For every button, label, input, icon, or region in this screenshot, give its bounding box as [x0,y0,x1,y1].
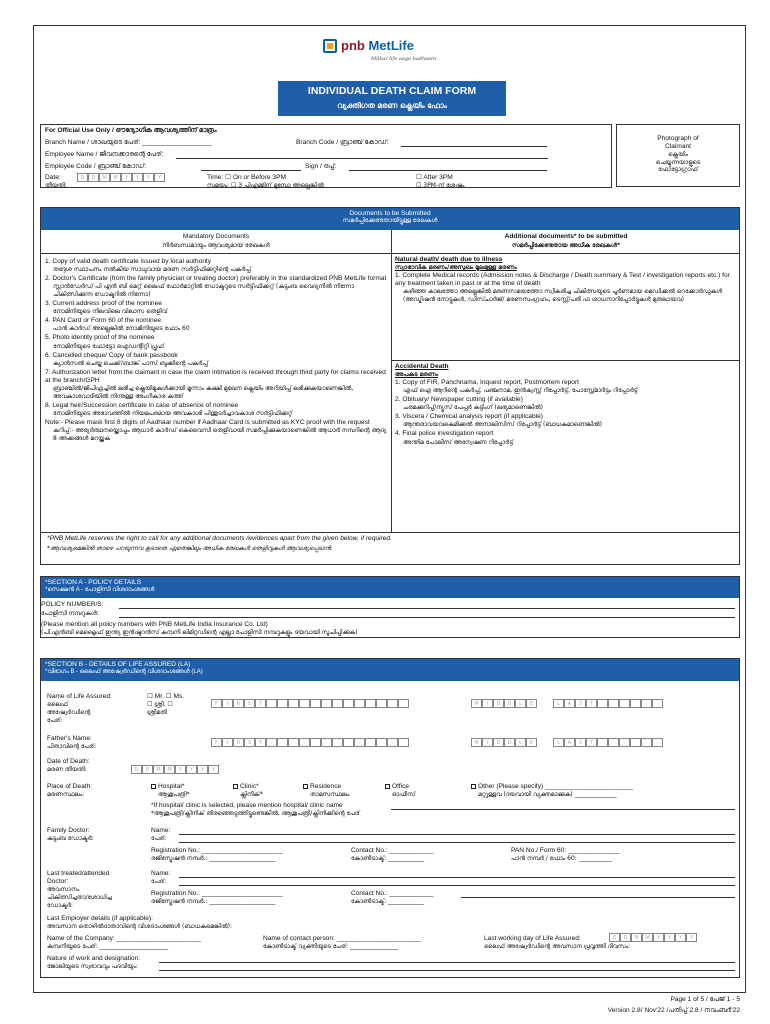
input-cell[interactable]: E [526,738,537,747]
fd-name-field[interactable] [179,834,735,835]
official-date-cells[interactable] [77,173,165,182]
section-b-header [41,659,739,681]
input-cell[interactable] [277,738,288,747]
page-number: Page 1 of 5 / പേജ് 1 - 5 [670,996,740,1003]
pod-clinic-ml: ക്ലിനിക്* [240,791,263,798]
input-cell[interactable]: L [515,738,526,747]
hospital-note: *If hospital/ clinic is selected, please mention hospital/ clinic name [151,802,343,809]
ld-contact[interactable]: Contact No.: ____________ [351,890,434,897]
input-cell[interactable] [332,738,343,747]
input-cell[interactable]: Y [197,765,208,774]
document-item [45,369,387,400]
policy-number-field[interactable] [119,608,735,609]
father-name-label: Father's Name: [47,735,92,742]
fd-name-label-ml: പേര്: [151,835,167,842]
input-cell[interactable]: D [620,933,631,942]
section-a-header [41,577,739,598]
document-item-en: 3. Current address proof of the nominee [45,299,162,307]
date-label-ml: തീയതി: [45,182,67,189]
document-item-en: 5. Photo identity proof of the nominee [45,334,155,342]
input-cell[interactable]: D [88,173,99,182]
input-cell[interactable]: M [471,699,482,708]
pnb-metlife-logo [323,38,414,54]
nature-of-work-field[interactable] [159,962,735,963]
policy-number-label-ml: പോളിസി നമ്പറുകൾ: [41,610,99,617]
input-cell[interactable]: M [99,173,110,182]
section-b-title-ml: *വിഭാഗം B - ലൈഫ് അഷ്വേർഡിന്റെ വിശദാംശങ്ങൾ (LA) [45,669,203,676]
document-item [395,396,735,412]
policy-note: (Please mention all policy numbers with PNB MetLife India Insurance Co. Ltd) [41,621,268,628]
ld-reg[interactable]: Registration No.: ______________________ [151,890,283,897]
natural-death-block [395,256,735,305]
input-cell[interactable] [387,738,398,747]
input-cell[interactable]: S [575,699,586,708]
hospital-note-ml: *ആശുപത്രി/ക്ലിനിക് തിരഞ്ഞെടുത്തിട്ടുണ്ടെങ്കിൽ, ആശുപത്രി/ക്ലിനിക്കിന്റെ പേര് [151,810,360,817]
input-cell[interactable]: M [471,738,482,747]
last-doctor-label-1: Last treated/attended [47,870,110,877]
la-last-name-cells[interactable] [553,699,663,708]
pod-hospital-ml: ആശുപത്രി* [158,791,190,798]
father-first-name-cells[interactable] [211,738,409,747]
document-item-en: 8. Legal heir/Succession certificate in case of absence of nominee [45,401,239,409]
input-cell[interactable]: I [482,699,493,708]
input-cell[interactable]: E [526,699,537,708]
form-title: INDIVIDUAL DEATH CLAIM FORM [307,85,477,97]
additional-divider [391,360,739,361]
input-cell[interactable] [343,738,354,747]
document-item [45,352,387,368]
dod-cells[interactable] [131,765,219,774]
section-a-title-ml: *സെക്ഷൻ A - പോളിസി വിശദാംശങ്ങൾ [45,587,155,594]
input-cell[interactable] [354,738,365,747]
document-item-en: 1. Copy of FIR, Panchnama, Inquest report, Postmortem report [395,378,579,386]
input-cell[interactable]: D [131,765,142,774]
input-cell[interactable]: Y [675,933,686,942]
last-doctor-label-2: Doctor: [47,878,69,885]
photo-label-5: ഫോട്ടോഗ്രാഫ് [658,166,698,174]
photo-label-1: Photograph of [657,135,699,142]
company-name-ml: കമ്പനിയുടെ പേര്: _______________________ [47,943,169,950]
input-cell[interactable] [597,738,608,747]
documents-section [40,207,740,565]
pod-other[interactable]: Other (Please specify) ________________________ [471,783,633,791]
documents-footnote-ml: *ആവശ്യമെങ്കിൽ താഴെ പറയുന്നവ കൂടാതെ ഏതെങ്കിലും അധിക രേഖകൾ തെളിവുകൾ ആവശ്യപ്പെടാൻ. [47,545,333,552]
section-a-title: *SECTION A - POLICY DETAILS [45,579,142,586]
time-after-3pm[interactable]: ☐ After 3PM [416,174,453,181]
input-cell[interactable] [630,699,641,708]
input-cell[interactable] [641,738,652,747]
document-item-en: 4. PAN Card or Form 60 of the nominee [45,317,162,325]
documents-header [41,208,739,230]
fd-contact[interactable]: Contact No.: ____________ [351,847,434,854]
fd-pan[interactable]: PAN No./ Form 60: ______________ [511,847,620,854]
input-cell[interactable] [343,699,354,708]
document-item [45,300,387,316]
contact-person[interactable]: Name of contact person: _______________________ [263,935,422,942]
time-before-3pm[interactable]: Time: ☐ On or Before 3PM [207,174,286,181]
document-item [45,317,387,333]
document-item-en: 2. Doctor's Certificate (from the family physician or treating doctor) preferably in the standardized PNB MetLife format [45,275,387,283]
logo-tagline: Milkar life aage badhaein [371,56,436,62]
pod-office[interactable]: Office [385,783,409,791]
input-cell[interactable]: Y [154,173,165,182]
la-name-ml1: ലൈഫ് [47,701,68,708]
document-item-en: 2. Obituary/ Newspaper cutting (if available) [395,395,523,403]
input-cell[interactable] [376,699,387,708]
document-item [395,430,735,446]
ld-name-label: Name: [151,870,171,877]
father-middle-name-cells[interactable] [471,738,537,747]
last-doctor-ml-1: അവസാനം [47,886,80,893]
document-item-ml: തദ്ദേശ സ്ഥാപനം നൽകിയ സാധുവായ മരണ സർട്ടിഫിക്കറ്റിന്റെ പകർപ്പ് [53,266,251,274]
document-item-ml: ആന്തരാവയവകെമിക്കൽ അനാലിസിസ് റിപ്പോർട്ട് (ബാധകമാണെങ്കിൽ) [403,421,602,429]
document-item [395,272,735,303]
input-cell[interactable]: I [222,699,233,708]
input-cell[interactable]: T [586,699,597,708]
la-name-ml3: പേര്: [47,717,63,724]
sign-label: Sign / ഒപ്പ്: [305,163,337,170]
family-doctor-label: Family Doctor: [47,827,90,834]
documents-footnote: *PNB MetLife reserves the right to call for any additional documents /evidences apart from the given below, if required. [47,535,392,542]
document-item-en: 7. Authorization letter from the claimant in case the claim intimation is received through third party for claims received at the branch/GPH [45,368,386,385]
policy-note-ml: (പി.എൻബി മെറ്റ്ലൈഫ് ഇന്ത്യ ഇൻഷുറൻസ് കമ്പനി ലിമിറ്റഡിന്റെ എല്ലാ പോളിസി നമ്പറുകളും ദയവായി സൂചിപ്പിക്കുക) [41,629,358,636]
employee-code-field[interactable] [201,170,301,171]
input-cell[interactable]: T [586,738,597,747]
sign-field[interactable] [349,170,547,171]
document-item-en: 4. Final police investigation report [395,430,494,438]
official-use-box [40,124,612,188]
input-cell[interactable]: R [233,699,244,708]
title-mr-ms-ml: ☐ ശ്രീ. ☐ [147,701,173,708]
time-after-3pm-ml: ☐ 3PM-ന് ശേഷം [416,182,465,189]
input-cell[interactable]: D [609,933,620,942]
document-item-ml: കുറിപ്പ്:- അഭ്യർത്ഥനയ്ക്കൊപ്പം ആധാർ കാർഡ് കെവൈസി തെളിവായി സമർപ്പിക്കുകയാണെങ്കിൽ ആധാർ നമ്പറിന്റെ ആദ്യ 8 അക്കങ്ങൾ മറയ്ക്കുക [53,427,387,442]
nature-of-work-field-2[interactable] [159,970,735,971]
input-cell[interactable] [630,738,641,747]
ld-name-field[interactable] [179,877,735,878]
document-item-ml: നോമിനിയുടെ ഫോട്ടോ ഐഡന്റിറ്റി പ്രൂഫ് [53,342,164,350]
document-item [45,275,387,298]
documents-title-ml: സമർപ്പിക്കേണ്ടതായിട്ടുള്ള രേഖകൾ [342,218,438,225]
input-cell[interactable]: Y [186,765,197,774]
input-cell[interactable]: S [244,738,255,747]
input-cell[interactable]: R [233,738,244,747]
nature-of-work-label-ml: ജോലിയുടെ സ്വഭാവവും പദവിയും: [47,963,138,970]
employee-name-label: Employee Name / ജീവനക്കാരന്റെ പേര്: [45,151,164,158]
natural-heading: Natural death/ death due to illness [395,256,503,263]
nature-of-work-label: Nature of work and designation: [47,955,141,962]
place-of-death-label-ml: മരണസ്ഥലം: [47,791,85,798]
la-first-name-cells[interactable] [211,699,409,708]
input-cell[interactable]: I [482,738,493,747]
ld-contact-ml: കോൺടാക്ട്: ____________ [351,898,425,905]
last-doctor-ml-2: ചികിത്സിച്ചതാ/ശോധിച്ച [47,894,112,901]
fd-reg[interactable]: Registration No.: ______________________ [151,847,283,854]
input-cell[interactable] [299,738,310,747]
fd-pan-ml: പാൻ നമ്പർ / ഫോം 60: ___________ [511,855,612,862]
input-cell[interactable]: S [575,738,586,747]
form-title-ml: വ്യക്തിഗത മരണ ക്ലെയിം ഫോം [337,101,447,111]
document-item [395,413,735,429]
ld-extra-line[interactable] [461,897,735,898]
last-working-day-cells[interactable] [609,933,697,942]
document-item [45,402,387,418]
employee-name-field[interactable] [176,158,548,159]
document-item-ml: എഫ് ഐ ആറിന്റെ പകർപ്പ്, പഞ്ചനാമ, ഇൻക്വസ്റ്റ് റിപ്പോർട്ട്, പോസ്റ്റ്മോർട്ടം റിപ്പോർട്ട് [403,386,638,394]
input-cell[interactable] [365,738,376,747]
input-cell[interactable]: Y [143,173,154,182]
input-cell[interactable]: D [504,738,515,747]
father-name-label-ml: പിതാവിന്റെ പേര്: [47,743,97,750]
father-last-name-cells[interactable] [553,738,663,747]
logo-metlife: MetLife [368,38,414,53]
other-checkbox[interactable] [471,784,476,789]
family-doctor-label-ml: കുടുംബ ഡോക്ടർ: [47,835,94,842]
document-item-ml: പാൻ കാർഡ് അല്ലെങ്കിൽ നോമിനിയുടെ ഫോം 60 [53,325,190,333]
branch-code-label: Branch Code / ബ്രാഞ്ച് കോഡ്: [296,139,389,146]
pod-office-ml: ഓഫീസ് [392,791,416,798]
input-cell[interactable] [321,699,332,708]
input-cell[interactable]: M [164,765,175,774]
pod-residence[interactable]: Residence [303,783,341,791]
input-cell[interactable] [266,699,277,708]
fd-name-label: Name: [151,827,171,834]
input-cell[interactable]: A [564,699,575,708]
last-working-day-label-ml: ലൈഫ് അഷ്വേർഡിന്റെ അവസാന പ്രവൃത്തി ദിവസം: [484,943,631,950]
dod-label-ml: മരണ തീയതി: [47,766,87,773]
input-cell[interactable]: L [515,699,526,708]
hospital-name-field[interactable] [391,809,735,810]
section-b [40,658,740,978]
additional-heading: Additional documents* to be submitted [504,233,628,240]
input-cell[interactable]: M [110,173,121,182]
accidental-heading: Accidental Death [395,363,449,370]
office-checkbox[interactable] [385,784,390,789]
input-cell[interactable] [277,699,288,708]
input-cell[interactable] [608,699,619,708]
employee-code-label: Employee Code / ബ്രാഞ്ച് കോഡ്: [45,163,147,170]
input-cell[interactable]: T [255,699,266,708]
input-cell[interactable]: Y [208,765,219,774]
input-cell[interactable]: Y [653,933,664,942]
document-item [45,258,387,274]
input-cell[interactable] [288,738,299,747]
natural-list [395,272,735,303]
version-info: Version 2.8/ Nov'22 /പതിപ്പ് 2.8 / നവംബർ'22 [607,1007,740,1014]
input-cell[interactable]: D [493,738,504,747]
document-item [395,379,735,395]
official-heading: For Official Use Only / ഔദ്യോഗിക ആവശ്യത്തിന് മാത്രം [45,127,217,134]
input-cell[interactable]: A [564,738,575,747]
input-cell[interactable] [652,699,663,708]
ld-name-label-ml: പേര്: [151,878,167,885]
la-middle-name-cells[interactable] [471,699,537,708]
contact-person-ml: കോൺടാക്ട് വ്യക്തിയുടെ പേര്: ________________ [263,943,398,950]
accidental-heading-ml: അപകട മരണം [395,371,439,379]
clinic-checkbox[interactable] [233,784,238,789]
logo-mark-icon [323,39,337,53]
document-item-ml: ബ്രാഞ്ചിൽ/ജിപിഎച്ചിൽ ലഭിച്ച ക്ലെയിമുകൾക്കായി മൂന്നാം കക്ഷി മുഖേന ക്ലെയിം അറിയിപ്പ് ലഭിക്കുകയാണെങ്കിൽ, അവകാശവാദിയിൽ നിന്നുള്ള അംഗീകാര കത്ത് [53,385,354,400]
input-cell[interactable]: D [493,699,504,708]
logo-pnb: pnb [341,38,365,53]
additional-heading-ml: സമർപ്പിക്കേണ്ടതായ അധിക രേഖകൾ* [511,242,621,249]
document-item-en: 3. Viscera / Chemical analysis report (if applicable) [395,413,543,421]
input-cell[interactable] [288,699,299,708]
last-working-day-label: Last working day of Life Assured: [484,935,581,942]
document-item-ml: നോമിനിയുടെ നിലവിലെ വിലാസ തെളിവ് [53,308,168,316]
input-cell[interactable]: I [222,738,233,747]
input-cell[interactable] [321,738,332,747]
input-cell[interactable]: F [211,738,222,747]
pod-residence-ml: താമസസ്ഥലം [310,791,350,798]
input-cell[interactable]: M [642,933,653,942]
la-name-ml2: അഷ്വേർഡിന്റെ [47,709,91,716]
input-cell[interactable] [376,738,387,747]
fd-name-field-2[interactable] [179,842,735,843]
fd-contact-ml: കോൺടാക്ട്: ____________ [351,855,425,862]
photo-box[interactable] [616,124,740,187]
input-cell[interactable]: Y [132,173,143,182]
fd-reg-ml: രജിസ്ട്രേഷൻ നമ്പർ.: ______________________ [151,855,276,862]
pod-other-ml: മറ്റുള്ളവ (ദയവായി വ്യക്തമാക്കുക) ______________ [478,791,617,798]
la-name-label: Name of Life Assured: [47,693,112,700]
accidental-death-block [395,363,735,448]
input-cell[interactable] [619,738,630,747]
form-title-bar [278,81,506,116]
input-cell[interactable]: S [244,699,255,708]
input-cell[interactable]: T [255,738,266,747]
input-cell[interactable] [641,699,652,708]
input-cell[interactable] [354,699,365,708]
accidental-list [395,379,735,446]
document-item-en: 1. Complete Medical records (Admission notes & Discharge / Death summary & Test / investigation reports etc.) for any treatment taken in past or at the time of death [395,271,730,287]
place-of-death-label: Place of Death: [47,783,93,790]
input-cell[interactable]: L [553,699,564,708]
input-cell[interactable]: Y [121,173,132,182]
policy-number-field-2[interactable] [119,617,735,618]
document-item-en: 6. Cancelled cheque/ Copy of bank passbook [45,351,178,359]
input-cell[interactable]: D [142,765,153,774]
branch-code-field[interactable] [401,146,547,147]
title-mr-ms[interactable]: ☐ Mr. ☐ Ms. [147,693,185,700]
input-cell[interactable]: L [553,738,564,747]
documents-title: Documents to be Submitted [349,210,431,217]
input-cell[interactable] [310,738,321,747]
input-cell[interactable]: D [77,173,88,182]
policy-number-label: POLICY NUMBER/S: [41,601,104,608]
input-cell[interactable] [608,738,619,747]
document-item-ml: ക്യാൻസൽ ചെയ്ത ചെക്ക്/ബാങ്ക് പാസ് ബുക്കിന്റെ പകർപ്പ് [53,359,209,367]
input-cell[interactable]: M [153,765,164,774]
ld-reg-ml: രജിസ്ട്രേഷൻ നമ്പർ.: ______________________ [151,898,276,905]
dod-label: Date of Death: [47,758,90,765]
document-item-ml: അന്തിമ പോലീസ് അന്വേഷണ റിപ്പോർട്ട് [403,438,514,446]
document-item-ml: സ്റ്റാൻഡേർഡ് പി എൻ ബി മെറ്റ് ലൈഫ് ഫോർമാറ്റിൽ ഡോക്ടറുടെ സർട്ടിഫിക്കറ്റ് (കുടുംബ വൈദ്യനിൽ നിന്നോ ചികിത്സിക്കുന്ന ഡോക്ടറിൽ നിന്നോ) [53,283,355,298]
document-item [45,419,387,442]
input-cell[interactable]: Y [175,765,186,774]
mandatory-heading-ml: നിർബന്ധമായും ആവശ്യമായ രേഖകൾ [162,242,270,249]
hospital-checkbox[interactable] [151,784,156,789]
input-cell[interactable] [299,699,310,708]
natural-heading-ml: സ്വാഭാവിക മരണം/അസുഖം മൂലമുള്ള മരണം [395,264,517,272]
residence-checkbox[interactable] [303,784,308,789]
documents-col-divider [391,230,392,532]
last-doctor-ml-3: ഡോക്ടർ: [47,902,73,909]
documents-footer-divider [41,532,739,533]
input-cell[interactable] [652,738,663,747]
photo-label-4: ചെയ്യുന്നയാളുടെ [655,158,701,166]
pod-hospital[interactable]: Hospital* [151,783,184,791]
document-item-ml: ചരമക്കുറിപ്പ്/ന്യൂസ് പേപ്പർ കട്ടിംഗ് (ലഭ്യമാണെങ്കിൽ) [403,404,543,412]
title-mr-ms-ml2: ശ്രീമതി [147,709,167,716]
input-cell[interactable] [619,699,630,708]
mandatory-heading: Mandatory Documents [182,233,250,240]
date-label: Date: [45,174,61,181]
input-cell[interactable]: F [211,699,222,708]
input-cell[interactable] [398,699,409,708]
section-a [40,576,740,638]
input-cell[interactable]: Y [686,933,697,942]
document-item-ml: നോമിനിയുടെ അഭാവത്തിൽ നിയമപരമായ അവകാശി പിന്തുടർച്ചാവകാശ സർട്ടിഫിക്കറ്റ് [53,410,293,418]
input-cell[interactable] [398,738,409,747]
input-cell[interactable]: D [504,699,515,708]
input-cell[interactable] [365,699,376,708]
employer-label-ml: അവസാന തൊഴിൽദാതാവിന്റെ വിശദാംശങ്ങൾ (ബാധകമെങ്കിൽ): [47,923,232,930]
input-cell[interactable] [310,699,321,708]
input-cell[interactable]: Y [664,933,675,942]
company-name[interactable]: Name of the Company: _______________________ [47,935,201,942]
branch-name-field[interactable]: Branch Name / ശാഖയുടെ പേര്: ___________________ [45,139,212,146]
document-item-en: Note:- Please mask first 8 digits of Aadhaar number if Aadhaar Card is submitted as KYC proof with the request [45,419,370,427]
employer-label: Last Employer details (if applicable): [47,915,153,922]
pod-clinic[interactable]: Clinic* [233,783,259,791]
time-before-3pm-ml: സമയം: ☐ 3 പിഎമ്മിന് മുമ്പോ അല്ലെങ്കിൽ [207,182,324,189]
document-item-en: 1. Copy of valid death certificate issued by local authority [45,258,212,265]
ld-name-field-2[interactable] [179,885,735,886]
section-b-title: *SECTION B - DETAILS OF LIFE ASSURED (LA) [45,661,191,668]
input-cell[interactable] [332,699,343,708]
document-item [45,334,387,350]
input-cell[interactable] [597,699,608,708]
input-cell[interactable] [387,699,398,708]
photo-label-3: ക്ലെയിം [668,151,688,159]
mandatory-list [45,258,387,444]
documents-col-heads [41,230,739,254]
document-item-ml: കഴിഞ്ഞ കാലത്തോ അല്ലെങ്കിൽ മരണസമയത്തോ സ്വീകരിച്ച ചികിത്സയുടെ പൂർണമായ മെഡിക്കൽ റെക്കോർഡുകൾ (അഡ്മിഷൻ നോട്ടുകൾ, ഡിസ്ചാർജ്/ മരണസംഗ്രഹം, ടെസ്റ്റ്/പരി ഫ ശാധനാറിപ്പോർട്ടുകൾ മുതലായവ) [403,288,723,303]
input-cell[interactable]: M [631,933,642,942]
input-cell[interactable] [266,738,277,747]
photo-label-2: Claimant [664,143,692,151]
